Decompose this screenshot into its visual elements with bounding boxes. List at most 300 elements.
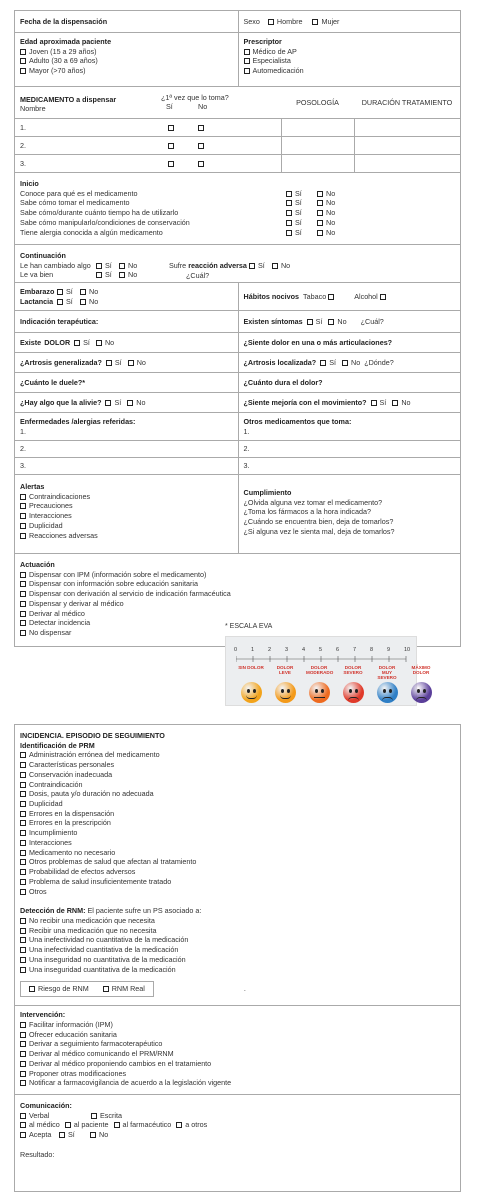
si-label: Sí bbox=[315, 316, 323, 326]
alertas-row bbox=[15, 475, 460, 554]
mujer-checkbox[interactable] bbox=[312, 19, 318, 25]
prescriptor-title: Prescriptor bbox=[243, 37, 282, 46]
prm-item: Características personales bbox=[29, 760, 115, 770]
medicamento-row bbox=[15, 155, 460, 173]
al-farmaceutico-label: al farmacéutico bbox=[122, 1120, 172, 1130]
intervencion-checkbox[interactable] bbox=[20, 1032, 26, 1038]
sexo-label: Sexo bbox=[243, 16, 260, 26]
embarazo-label: Embarazo bbox=[20, 287, 55, 296]
rnm-checkbox[interactable] bbox=[20, 947, 26, 953]
reaccion-label: reacción adversa bbox=[188, 261, 247, 270]
mejoria-label: ¿Siente mejoría con el movimiento? bbox=[243, 397, 367, 407]
otro-med-num: 3. bbox=[243, 461, 250, 471]
eva-face-icon bbox=[411, 682, 432, 703]
duracion-cell[interactable] bbox=[354, 137, 460, 154]
inicio-answers bbox=[286, 189, 366, 238]
enfermedad-num: 2. bbox=[20, 444, 26, 454]
rnm-title: Detección de RNM: bbox=[20, 906, 86, 916]
va-bien-no-checkbox[interactable] bbox=[119, 272, 125, 278]
no-label: No bbox=[337, 316, 347, 326]
si-label: Sí bbox=[295, 188, 302, 198]
actuacion-item: Derivar al médico bbox=[29, 608, 85, 618]
si-checkbox[interactable] bbox=[286, 220, 292, 226]
eva-number: 1 bbox=[251, 647, 255, 653]
rnm-item: Una inefectividad cuantitativa de la medicación bbox=[29, 945, 179, 955]
alivie-no-checkbox[interactable] bbox=[127, 400, 133, 406]
prm-item: Administración errónea del medicamento bbox=[29, 750, 160, 760]
cumplimiento-item: ¿Toma los fármacos a la hora indicada? bbox=[243, 507, 371, 517]
no-checkbox[interactable] bbox=[317, 200, 323, 206]
posologia-cell[interactable] bbox=[281, 137, 354, 154]
rnm-real-label: RNM Real bbox=[111, 984, 145, 994]
prm-checkbox[interactable] bbox=[20, 791, 26, 797]
eva-number: 2 bbox=[268, 647, 272, 653]
eva-label: MÁXIMO DOLOR bbox=[411, 665, 431, 676]
artrosis-gen-label: ¿Artrosis generalizada? bbox=[20, 357, 102, 367]
eva-face-icon bbox=[343, 682, 364, 703]
va-bien-si-checkbox[interactable] bbox=[96, 272, 102, 278]
prm-item: Conservación inadecuada bbox=[29, 769, 113, 779]
artrosis-gen-si-checkbox[interactable] bbox=[106, 360, 112, 366]
rnm-item: Una inseguridad no cuantitativa de la medicación bbox=[29, 954, 186, 964]
rnm-checkbox[interactable] bbox=[20, 937, 26, 943]
si-label: Sí bbox=[379, 397, 387, 407]
primera-no-checkbox[interactable] bbox=[198, 143, 204, 149]
actuacion-checkbox[interactable] bbox=[20, 591, 26, 597]
prm-item: Errores en la prescripción bbox=[29, 818, 111, 828]
prm-item: Dosis, pauta y/o duración no adecuada bbox=[29, 789, 154, 799]
no-label: No bbox=[326, 198, 336, 208]
eva-number: 9 bbox=[387, 647, 391, 653]
prm-checkbox[interactable] bbox=[20, 889, 26, 895]
cumplimiento-item: ¿Si alguna vez le sienta mal, deja de tomarlos? bbox=[243, 526, 395, 536]
alivie-label: ¿Hay algo que la alivie? bbox=[20, 397, 102, 407]
si-checkbox[interactable] bbox=[286, 191, 292, 197]
prm-item: Problema de salud insuficientemente tratado bbox=[29, 876, 172, 886]
intervencion-checkbox[interactable] bbox=[20, 1041, 26, 1047]
intervencion-item: Ofrecer educación sanitaria bbox=[29, 1029, 117, 1039]
duracion-cell[interactable] bbox=[354, 155, 460, 172]
mejoria-no-checkbox[interactable] bbox=[392, 400, 398, 406]
prm-checkbox[interactable] bbox=[20, 869, 26, 875]
escrita-checkbox[interactable] bbox=[91, 1113, 97, 1119]
intervencion-list bbox=[20, 1020, 455, 1088]
intervencion-item: Derivar a seguimiento farmacoterapéutico bbox=[29, 1039, 163, 1049]
prm-checkbox[interactable] bbox=[20, 801, 26, 807]
si-label: Sí bbox=[105, 270, 112, 280]
header-row bbox=[15, 11, 460, 33]
actuacion-title: Actuación bbox=[20, 560, 55, 569]
otro-med-num: 2. bbox=[243, 444, 250, 454]
continuacion-title: Continuación bbox=[20, 251, 66, 260]
actuacion-item: Dispensar con IPM (información sobre el medicamento) bbox=[29, 569, 207, 579]
prm-item: Medicamento no necesario bbox=[29, 847, 116, 857]
medico-ap-checkbox[interactable] bbox=[244, 49, 250, 55]
primera-si-checkbox[interactable] bbox=[168, 143, 174, 149]
prm-list bbox=[20, 750, 455, 896]
no-label: No bbox=[89, 296, 99, 306]
prm-checkbox[interactable] bbox=[20, 762, 26, 768]
rnm-checkbox[interactable] bbox=[20, 918, 26, 924]
actuacion-checkbox[interactable] bbox=[20, 620, 26, 626]
posologia-cell[interactable] bbox=[281, 155, 354, 172]
va-bien-label: Le va bien bbox=[20, 270, 54, 280]
eva-face-icon bbox=[377, 682, 398, 703]
dispensation-form bbox=[14, 10, 461, 647]
eva-label: SIN DOLOR bbox=[238, 665, 264, 670]
sintomas-si-checkbox[interactable] bbox=[307, 319, 313, 325]
cambiado-label: Le han cambiado algo bbox=[20, 260, 91, 270]
prm-item: Contraindicación bbox=[29, 779, 83, 789]
indicacion-label: Indicación terapéutica: bbox=[20, 316, 99, 326]
no-label: No bbox=[128, 260, 138, 270]
eva-title: * ESCALA EVA bbox=[225, 623, 273, 630]
acepta-no-checkbox[interactable] bbox=[90, 1132, 96, 1138]
cambiado-si-checkbox[interactable] bbox=[96, 263, 102, 269]
eva-number: 6 bbox=[336, 647, 340, 653]
si-label: Sí bbox=[68, 1130, 75, 1140]
artrosis-row bbox=[15, 353, 460, 373]
row-number: 3. bbox=[20, 158, 26, 168]
medicamento-row bbox=[15, 137, 460, 155]
si-label: Sí bbox=[105, 260, 112, 270]
medicamento-title: MEDICAMENTO a dispensar bbox=[20, 95, 117, 104]
prm-checkbox[interactable] bbox=[20, 879, 26, 885]
inicio-title: Inicio bbox=[20, 179, 39, 188]
embarazo-si-checkbox[interactable] bbox=[57, 289, 63, 295]
enfermedades-header-row bbox=[15, 413, 460, 441]
riesgo-rnm-checkbox[interactable] bbox=[29, 986, 35, 992]
eva-label: DOLOR MUY SEVERO bbox=[377, 665, 397, 681]
acepta-si-checkbox[interactable] bbox=[59, 1132, 65, 1138]
cumplimiento-title: Cumplimiento bbox=[243, 488, 292, 497]
cual-label: ¿Cuál? bbox=[186, 270, 210, 280]
prm-checkbox[interactable] bbox=[20, 850, 26, 856]
intervencion-checkbox[interactable] bbox=[20, 1080, 26, 1086]
dolor-si-checkbox[interactable] bbox=[74, 340, 80, 346]
prm-checkbox[interactable] bbox=[20, 772, 26, 778]
reaccion-no-checkbox[interactable] bbox=[272, 263, 278, 269]
cual-label: ¿Cuál? bbox=[360, 316, 384, 326]
interacciones-checkbox[interactable] bbox=[20, 513, 26, 519]
no-label: No bbox=[351, 357, 361, 367]
row-number: 1. bbox=[20, 122, 26, 132]
prm-checkbox[interactable] bbox=[20, 811, 26, 817]
no-label: No bbox=[99, 1130, 109, 1140]
posologia-header: POSOLOGÍA bbox=[296, 97, 339, 107]
eva-panel bbox=[225, 636, 431, 706]
no-checkbox[interactable] bbox=[317, 210, 323, 216]
duracion-header: DURACIÓN TRATAMIENTO bbox=[361, 97, 453, 107]
verbal-label: Verbal bbox=[29, 1110, 50, 1120]
dolor-label: DOLOR bbox=[44, 337, 71, 347]
edad-title: Edad aproximada paciente bbox=[20, 37, 112, 46]
contraindicaciones-checkbox[interactable] bbox=[20, 494, 26, 500]
eva-face-icon bbox=[309, 682, 330, 703]
rnm-list bbox=[20, 916, 455, 974]
alerta-item: Contraindicaciones bbox=[29, 491, 91, 501]
si-label: Sí bbox=[114, 397, 122, 407]
edad-joven-checkbox[interactable] bbox=[20, 49, 26, 55]
no-label: No bbox=[136, 397, 146, 407]
cuanto-dura-label: ¿Cuánto dura el dolor? bbox=[243, 377, 323, 387]
prescriptor-option: Automedicación bbox=[252, 66, 304, 76]
sufre-label: Sufre bbox=[169, 261, 187, 270]
al-paciente-label: al paciente bbox=[73, 1120, 109, 1130]
rnm-item: Una inseguridad cuantitativa de la medicación bbox=[29, 964, 176, 974]
reaccion-si-checkbox[interactable] bbox=[249, 263, 255, 269]
rnm-real-checkbox[interactable] bbox=[103, 986, 109, 992]
posologia-cell[interactable] bbox=[281, 119, 354, 136]
intervencion-title: Intervención: bbox=[20, 1010, 66, 1020]
prm-checkbox[interactable] bbox=[20, 830, 26, 836]
incidencia-title: INCIDENCIA. EPISODIO DE SEGUIMIENTO bbox=[20, 731, 165, 740]
eva-number: 5 bbox=[319, 647, 323, 653]
inicio-item: Sabe cómo/durante cuánto tiempo ha de utilizarlo bbox=[20, 208, 179, 218]
donde-label: ¿Dónde? bbox=[364, 357, 394, 367]
si-label: Sí bbox=[295, 198, 302, 208]
no-checkbox[interactable] bbox=[317, 191, 323, 197]
verbal-checkbox[interactable] bbox=[20, 1113, 26, 1119]
intervencion-item: Derivar al médico proponiendo cambios en el tratamiento bbox=[29, 1058, 212, 1068]
intervencion-item: Derivar al médico comunicando el PRM/RNM bbox=[29, 1049, 174, 1059]
duplicidad-checkbox[interactable] bbox=[20, 523, 26, 529]
alerta-item: Precauciones bbox=[29, 501, 73, 511]
tabaco-label: Tabaco bbox=[303, 291, 327, 301]
mujer-label: Mujer bbox=[321, 16, 340, 26]
si-col-label: Sí bbox=[166, 102, 173, 111]
actuacion-checkbox[interactable] bbox=[20, 581, 26, 587]
enfermedades-row bbox=[15, 441, 460, 458]
prm-checkbox[interactable] bbox=[20, 752, 26, 758]
si-checkbox[interactable] bbox=[286, 230, 292, 236]
rnm-item: No recibir una medicación que necesita bbox=[29, 915, 155, 925]
indicacion-row bbox=[15, 311, 460, 333]
primera-no-checkbox[interactable] bbox=[198, 161, 204, 167]
cambiado-no-checkbox[interactable] bbox=[119, 263, 125, 269]
medicamento-header bbox=[15, 87, 460, 119]
alivio-row bbox=[15, 393, 460, 413]
eva-number: 4 bbox=[302, 647, 306, 653]
prm-item: Otros problemas de salud que afectan al tratamiento bbox=[29, 857, 197, 867]
si-label: Sí bbox=[295, 208, 302, 218]
duracion-cell[interactable] bbox=[354, 119, 460, 136]
actuacion-item: Dispensar y derivar al médico bbox=[29, 598, 124, 608]
primera-si-checkbox[interactable] bbox=[168, 161, 174, 167]
embarazo-no-checkbox[interactable] bbox=[80, 289, 86, 295]
si-label: Sí bbox=[66, 296, 73, 306]
resultado-label: Resultado: bbox=[20, 1149, 55, 1159]
intervencion-checkbox[interactable] bbox=[20, 1051, 26, 1057]
actuacion-checkbox[interactable] bbox=[20, 572, 26, 578]
no-label: No bbox=[326, 227, 336, 237]
otro-med-num: 1. bbox=[243, 426, 250, 436]
al-medico-checkbox[interactable] bbox=[20, 1122, 26, 1128]
al-medico-label: al médico bbox=[29, 1120, 60, 1130]
no-label: No bbox=[280, 261, 291, 270]
a-otros-checkbox[interactable] bbox=[176, 1122, 182, 1128]
row-number: 2. bbox=[20, 140, 26, 150]
alivie-si-checkbox[interactable] bbox=[105, 400, 111, 406]
lactancia-no-checkbox[interactable] bbox=[80, 299, 86, 305]
no-checkbox[interactable] bbox=[317, 230, 323, 236]
rnm-checkbox[interactable] bbox=[20, 957, 26, 963]
eva-number: 3 bbox=[285, 647, 289, 653]
nombre-label: Nombre bbox=[20, 104, 46, 113]
prm-checkbox[interactable] bbox=[20, 782, 26, 788]
embarazo-row bbox=[15, 283, 460, 311]
rnm-checkbox[interactable] bbox=[20, 967, 26, 973]
artrosis-loc-label: ¿Artrosis localizada? bbox=[243, 357, 317, 367]
continuacion-section bbox=[15, 245, 460, 283]
escrita-label: Escrita bbox=[100, 1110, 122, 1120]
intervencion-checkbox[interactable] bbox=[20, 1071, 26, 1077]
acepta-checkbox[interactable] bbox=[20, 1132, 26, 1138]
si-label: Sí bbox=[295, 217, 302, 227]
especialista-checkbox[interactable] bbox=[244, 58, 250, 64]
alertas-title: Alertas bbox=[20, 482, 45, 491]
intervencion-item: Notificar a farmacovigilancia de acuerdo a la legislación vigente bbox=[29, 1078, 232, 1088]
otros-medicamentos-label: Otros medicamentos que toma: bbox=[243, 417, 352, 426]
prescriptor-option: Especialista bbox=[252, 56, 291, 66]
alerta-item: Reacciones adversas bbox=[29, 530, 98, 540]
no-label: No bbox=[326, 188, 336, 198]
trailing-dot: . bbox=[243, 984, 246, 994]
precauciones-checkbox[interactable] bbox=[20, 503, 26, 509]
actuacion-checkbox[interactable] bbox=[20, 611, 26, 617]
eva-face-icon bbox=[275, 682, 296, 703]
enfermedad-num: 3. bbox=[20, 461, 26, 471]
actuacion-checkbox[interactable] bbox=[20, 601, 26, 607]
no-checkbox[interactable] bbox=[317, 220, 323, 226]
actuacion-checkbox[interactable] bbox=[20, 630, 26, 636]
eva-face-icon bbox=[241, 682, 262, 703]
rnm-subtitle: El paciente sufre un PS asociado a: bbox=[87, 906, 202, 916]
no-label: No bbox=[128, 270, 138, 280]
edad-adulto-checkbox[interactable] bbox=[20, 58, 26, 64]
rnm-type-box bbox=[20, 981, 154, 997]
al-farmaceutico-checkbox[interactable] bbox=[114, 1122, 120, 1128]
automedicacion-checkbox[interactable] bbox=[244, 68, 250, 74]
lactancia-label: Lactancia bbox=[20, 296, 54, 306]
eva-number: 7 bbox=[353, 647, 357, 653]
no-label: No bbox=[104, 337, 115, 347]
tabaco-checkbox[interactable] bbox=[328, 294, 334, 300]
intervencion-checkbox[interactable] bbox=[20, 1061, 26, 1067]
hombre-checkbox[interactable] bbox=[268, 19, 274, 25]
intervencion-item: Proponer otras modificaciones bbox=[29, 1068, 127, 1078]
alerta-item: Duplicidad bbox=[29, 520, 63, 530]
inicio-item: Tiene alergia conocida a algún medicamento bbox=[20, 227, 163, 237]
lactancia-si-checkbox[interactable] bbox=[57, 299, 63, 305]
sintomas-no-checkbox[interactable] bbox=[328, 319, 334, 325]
si-label: Sí bbox=[66, 287, 73, 296]
riesgo-rnm-label: Riesgo de RNM bbox=[38, 984, 89, 994]
comunicacion-title: Comunicación: bbox=[20, 1101, 72, 1110]
intervencion-item: Facilitar información (IPM) bbox=[29, 1019, 113, 1029]
actuacion-item: Dispensar con derivación al servicio de indicación farmacéutica bbox=[29, 589, 231, 599]
prescriptor-option: Médico de AP bbox=[252, 46, 297, 56]
enfermedad-num: 1. bbox=[20, 426, 26, 436]
a-otros-label: a otros bbox=[185, 1120, 208, 1130]
eva-label: DOLOR MODERADO bbox=[306, 665, 334, 676]
rnm-item: Recibir una medicación que no necesita bbox=[29, 925, 157, 935]
eva-number: 10 bbox=[404, 647, 411, 653]
rnm-checkbox[interactable] bbox=[20, 928, 26, 934]
prm-checkbox[interactable] bbox=[20, 859, 26, 865]
dolor-no-checkbox[interactable] bbox=[96, 340, 102, 346]
enfermedades-label: Enfermedades /alergias referidas: bbox=[20, 417, 136, 426]
cuanto-row bbox=[15, 373, 460, 393]
artrosis-loc-si-checkbox[interactable] bbox=[320, 360, 326, 366]
prm-item: Interacciones bbox=[29, 837, 72, 847]
inicio-item: Conoce para qué es el medicamento bbox=[20, 188, 138, 198]
no-label: No bbox=[326, 208, 336, 218]
inicio-section bbox=[15, 173, 460, 245]
actuacion-item: No dispensar bbox=[29, 628, 72, 638]
primera-si-checkbox[interactable] bbox=[168, 125, 174, 131]
si-label: Sí bbox=[329, 357, 336, 367]
siente-dolor-label: ¿Siente dolor en una o más articulaciones? bbox=[243, 337, 393, 347]
eva-number: 8 bbox=[370, 647, 374, 653]
existe-label: Existe bbox=[20, 337, 42, 347]
no-label: No bbox=[89, 287, 99, 296]
prm-item: Otros bbox=[29, 886, 47, 896]
si-checkbox[interactable] bbox=[286, 210, 292, 216]
artrosis-gen-no-checkbox[interactable] bbox=[128, 360, 134, 366]
eva-axis bbox=[236, 656, 408, 662]
alcohol-checkbox[interactable] bbox=[380, 294, 386, 300]
medicamento-row bbox=[15, 119, 460, 137]
cumplimiento-item: ¿Cuándo se encuentra bien, deja de tomarlos? bbox=[243, 517, 394, 527]
prm-checkbox[interactable] bbox=[20, 820, 26, 826]
no-label: No bbox=[401, 397, 411, 407]
alerta-item: Interacciones bbox=[29, 511, 72, 521]
inicio-item: Sabe cómo tomar el medicamento bbox=[20, 198, 130, 208]
prm-item: Errores en la dispensación bbox=[29, 808, 115, 818]
prm-checkbox[interactable] bbox=[20, 840, 26, 846]
inicio-item: Sabe cómo manipularlo/condiciones de conservación bbox=[20, 217, 190, 227]
edad-mayor-checkbox[interactable] bbox=[20, 68, 26, 74]
primera-vez-label: ¿1ª vez que lo toma? bbox=[161, 93, 229, 102]
mejoria-si-checkbox[interactable] bbox=[371, 400, 377, 406]
cuanto-duele-label: ¿Cuánto le duele?* bbox=[20, 377, 86, 387]
edad-option: Mayor (>70 años) bbox=[29, 66, 86, 76]
eva-label: DOLOR LEVE bbox=[276, 665, 294, 676]
edad-prescriptor-row bbox=[15, 33, 460, 87]
alcohol-label: Alcohol bbox=[354, 291, 378, 301]
no-col-label: No bbox=[198, 102, 208, 111]
si-label: Sí bbox=[114, 357, 122, 367]
incidencia-form bbox=[14, 724, 461, 1192]
sintomas-label: Existen síntomas bbox=[243, 316, 303, 326]
acepta-label: Acepta bbox=[29, 1130, 52, 1140]
primera-no-checkbox[interactable] bbox=[198, 125, 204, 131]
artrosis-loc-no-checkbox[interactable] bbox=[342, 360, 348, 366]
habitos-label: Hábitos nocivos bbox=[243, 291, 300, 301]
no-label: No bbox=[326, 217, 336, 227]
reacciones-adversas-checkbox[interactable] bbox=[20, 533, 26, 539]
al-paciente-checkbox[interactable] bbox=[65, 1122, 71, 1128]
cumplimiento-item: ¿Olvida alguna vez tomar el medicamento? bbox=[243, 497, 383, 507]
si-label: Sí bbox=[257, 261, 265, 270]
si-checkbox[interactable] bbox=[286, 200, 292, 206]
dolor-row bbox=[15, 333, 460, 353]
actuacion-item: Detectar incidencia bbox=[29, 618, 91, 628]
intervencion-checkbox[interactable] bbox=[20, 1022, 26, 1028]
eva-label: DOLOR SEVERO bbox=[343, 665, 363, 676]
prm-item: Incumplimiento bbox=[29, 828, 78, 838]
